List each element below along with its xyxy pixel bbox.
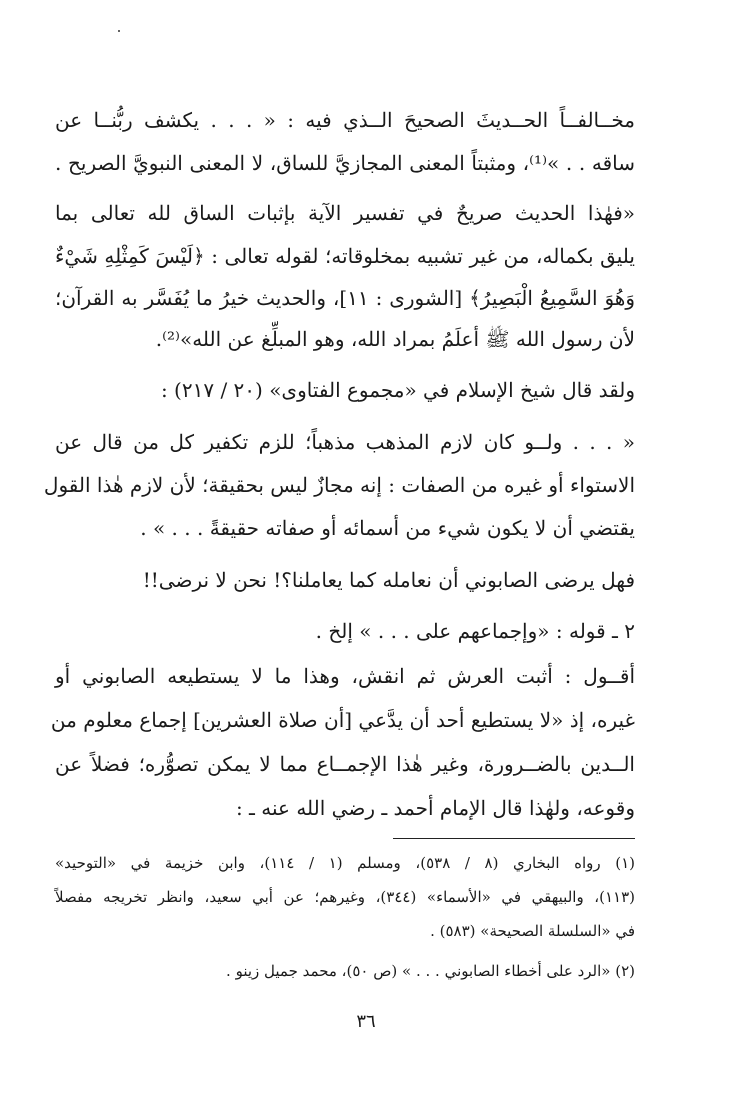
body-line-16: وقوعه، ولهٰذا قال الإمام أحمد ـ رضي الله عنه ـ :: [235, 796, 635, 820]
body-line-8: « . . . ولــو كان لازم المذهب مذهباً؛ للزم تكفير كل من قال عن: [55, 430, 635, 454]
footnote-line-3: في «السلسلة الصحيحة» (٥٨٣) .: [430, 922, 635, 940]
footnote-line-2: (١١٣)، والبيهقي في «الأسماء» (٣٤٤)، وغيرهم؛ عن أبي سعيد، وانظر تخريجه مفصلاً: [55, 888, 635, 906]
body-line-1: مخــالفــاً الحــديثَ الصحيحَ الــذي فيه : « . . . يكشف ربُّنــا عن: [55, 108, 635, 132]
body-line-2: ساقه . . »⁽¹⁾، ومثبتاً المعنى المجازيَّ للساق، لا المعنى النبويَّ الصريح .: [55, 151, 635, 175]
body-line-9: الاستواء أو غيره من الصفات : إنه مجازٌ ليس بحقيقة؛ لأن لازم هٰذا القول: [43, 473, 635, 497]
body-line-15: الــدين بالضــرورة، وغير هٰذا الإجمــاع مما لا يمكن تصوُّره؛ فضلاً عن: [55, 752, 635, 776]
footnote-separator: [393, 838, 635, 839]
body-line-12: ٢ ـ قوله : «وإجماعهم على . . . » إلخ .: [315, 619, 635, 643]
footnote-line-1: (١) رواه البخاري (٨ / ٥٣٨)، ومسلم (١ / ١١٤)، وابن خزيمة في «التوحيد»: [55, 854, 635, 872]
body-line-13: أقــول : أثبت العرش ثم انقش، وهذا ما لا يستطيعه الصابوني أو: [55, 664, 635, 688]
body-line-3: «فهٰذا الحديث صريحٌ في تفسير الآية بإثبات الساق لله تعالى بما: [55, 201, 635, 225]
footnote-line-4: (٢) «الرد على أخطاء الصابوني . . . » (ص ٥٠)، محمد جميل زينو .: [226, 962, 635, 980]
body-line-7: ولقد قال شيخ الإسلام في «مجموع الفتاوى» (٢٠ / ٢١٧) :: [160, 378, 635, 402]
body-line-14: غيره، إذ «لا يستطيع أحد أن يدَّعي [أن صلاة العشرين] إجماع معلوم من: [50, 708, 635, 732]
body-line-4: يليق بكماله، من غير تشبيه بمخلوقاته؛ لقوله تعالى : ﴿لَيْسَ كَمِثْلِهِ شَيْءٌ: [55, 244, 635, 268]
body-line-10: يقتضي أن لا يكون شيء من أسمائه أو صفاته حقيقةً . . . » .: [140, 516, 635, 540]
scan-speck: [118, 30, 120, 32]
body-line-5: وَهُوَ السَّمِيعُ الْبَصِيرُ﴾ [الشورى : ١١]، والحديث خيرُ ما يُفَسَّر به القرآن؛: [55, 286, 635, 310]
page-number: ٣٦: [356, 1011, 376, 1032]
body-line-6: لأن رسول الله ﷺ أعلَمُ بمراد الله، وهو المبلِّغ عن الله»⁽²⁾.: [155, 327, 635, 351]
body-line-11: فهل يرضى الصابوني أن نعامله كما يعاملنا؟! نحن لا نرضى!!: [142, 568, 635, 592]
